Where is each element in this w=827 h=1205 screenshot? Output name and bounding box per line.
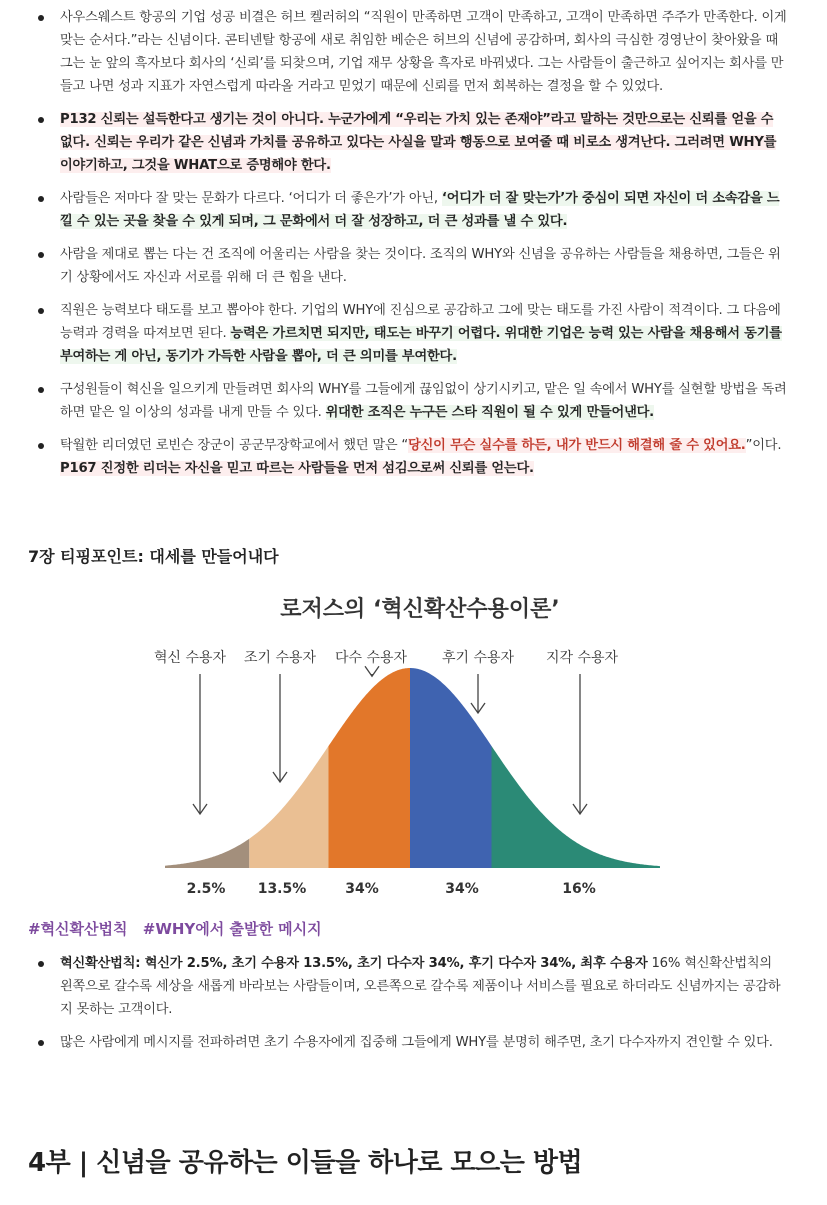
bullet-text: P167 진정한 리더는 자신을 믿고 따르는 사람들을 먼저 섬김으로써 신뢰를 얻는다. [60, 461, 534, 476]
bullet-item [28, 952, 808, 1021]
category-labels [154, 649, 619, 666]
bullet-text: 위대한 조직은 누구든 스타 직원이 될 수 있게 만들어낸다. [325, 405, 654, 420]
hashtag[interactable]: #혁신확산법칙 [28, 920, 128, 938]
bullet-item [28, 187, 808, 233]
bullet-text: ‘어디가 더 잘 맞는가’가 중심이 되면 자신이 더 소속감을 느낄 수 있는 곳을 찾을 수 있게 되며, 그 문화에서 더 잘 성장하고, 더 큰 성과를 낼 수 있다. [60, 191, 780, 229]
curve-segment [329, 668, 411, 868]
bullet-text: 사람을 제대로 뽑는 다는 건 조직에 어울리는 사람을 찾는 것이다. 조직의 WHY와 신념을 공유하는 사람들을 채용하면, 그들은 위기 상황에서도 자신과 서로를 위해 더 큰 힘을 낸다. [60, 247, 781, 285]
curve-segment [410, 668, 492, 868]
chart-title: 로저스의 ‘혁신확산수용이론’ [280, 597, 560, 622]
curve-segments [165, 668, 660, 868]
bullet-text: 능력은 가르치면 되지만, 태도는 바꾸기 어렵다. 위대한 기업은 능력 있는 사람을 채용해서 동기를 부여하는 게 아닌, 동기가 가득한 사람을 뽑아, 더 큰 의미를 부여한다. [60, 326, 782, 364]
bullet-text: 직원은 능력보다 태도를 보고 뽑아야 한다. 기업의 WHY에 진심으로 공감하고 그에 맞는 태도를 가진 사람이 적격이다. 그 다음에 능력과 경력을 따져보면 된다. [60, 303, 781, 341]
bullet-item [28, 243, 808, 289]
hashtag[interactable]: #WHY에서 출발한 메시지 [142, 920, 322, 938]
category-label: 다수 수용자 [334, 650, 408, 666]
bullet-text: 구성원들이 혁신을 일으키게 만들려면 회사의 WHY를 그들에게 끊임없이 상기시키고, 맡은 일 속에서 WHY를 실현할 방법을 독려하면 맡은 일 이상의 성과를 내게 만들 수 있다. [60, 382, 787, 420]
bullet-item [28, 6, 808, 98]
bullet-text: 사우스웨스트 항공의 기업 성공 비결은 허브 켈러허의 “직원이 만족하면 고객이 만족하고, 고객이 만족하면 주주가 만족한다. 이게 맞는 순서다.”라는 신념이다. 콘티넨탈 항공에 새로 취임한 베순은 허브의 신념에 공감하며, 회사의 극심한 경영난이 찾아왔을 때 그는 눈 앞의 흑자보다 회사의 ‘신뢰’를 되찾으며, 기업 재무 상황을 흑자로 바꿔냈다. 그는 사람들이 출근하고 싶어지는 회사를 만들고 나면 성과 지표가 자연스럽게 따라올 거라고 믿었기 때문에 신뢰를 먼저 회복하는 결정을 할 수 있었다. [60, 10, 787, 94]
bullet-text: 많은 사람에게 메시지를 전파하려면 초기 수용자에게 집중해 그들에게 WHY를 분명히 해주면, 초기 다수자까지 견인할 수 있다. [60, 1035, 773, 1050]
bullet-text: 탁월한 리더였던 로빈슨 장군이 공군무장학교에서 했던 말은 “ [60, 438, 409, 453]
percentage-label: 34% [345, 881, 379, 897]
bullet-item [28, 434, 808, 480]
diffusion-bullet-list [28, 952, 808, 1064]
section-heading: 7장 티핑포인트: 대세를 만들어내다 [28, 547, 279, 566]
hashtag-line [28, 918, 332, 939]
curve-segment [165, 839, 249, 868]
bullet-text: 16% 혁신확산법칙의 왼쪽으로 갈수록 세상을 새롭게 바라보는 사람들이며, 오른쪽으로 갈수록 제품이나 서비스를 필요로 하더라도 신념까지는 공감하지 못하는 고객이다. [60, 956, 781, 1017]
bullet-item [28, 378, 808, 424]
bullet-item [28, 108, 808, 177]
bullet-text: 사람들은 저마다 잘 맞는 문화가 다르다. ‘어디가 더 좋은가’가 아닌, [60, 191, 442, 206]
diffusion-curve-figure [120, 582, 720, 907]
category-label: 혁신 수용자 [153, 650, 227, 666]
curve-segment [249, 746, 328, 868]
diffusion-curve-chart [120, 582, 720, 907]
part-title: 4부 | 신념을 공유하는 이들을 하나로 모으는 방법 [28, 1148, 583, 1178]
summary-bullet-list [28, 6, 808, 490]
percentage-labels [187, 881, 596, 897]
percentage-label: 34% [445, 881, 479, 897]
category-label: 조기 수용자 [243, 650, 317, 666]
bullet-text: 혁신확산법칙: 혁신가 2.5%, 초기 수용자 13.5%, 초기 다수자 34%, 후기 다수자 34%, 최후 수용자 [60, 956, 648, 971]
percentage-label: 16% [562, 881, 596, 897]
percentage-label: 13.5% [257, 881, 307, 897]
category-label: 지각 수용자 [545, 650, 619, 666]
percentage-label: 2.5% [186, 881, 226, 897]
bullet-text: 당신이 무슨 실수를 하든, 내가 반드시 해결해 줄 수 있어요. [408, 438, 746, 453]
bullet-item [28, 299, 808, 368]
bullet-text: P132 신뢰는 설득한다고 생기는 것이 아니다. 누군가에게 “우리는 가치 있는 존재야”라고 말하는 것만으로는 신뢰를 얻을 수 없다. 신뢰는 우리가 같은 신념과 가치를 공유하고 있다는 사실을 말과 행동으로 보여줄 때 비로소 생겨난다. 그러려면 WHY를 이야기하고, 그것을 WHAT으로 증명해야 한다. [60, 112, 777, 173]
bullet-item [28, 1031, 808, 1054]
bullet-text: ”이다. [745, 438, 782, 453]
category-label: 후기 수용자 [441, 650, 515, 666]
